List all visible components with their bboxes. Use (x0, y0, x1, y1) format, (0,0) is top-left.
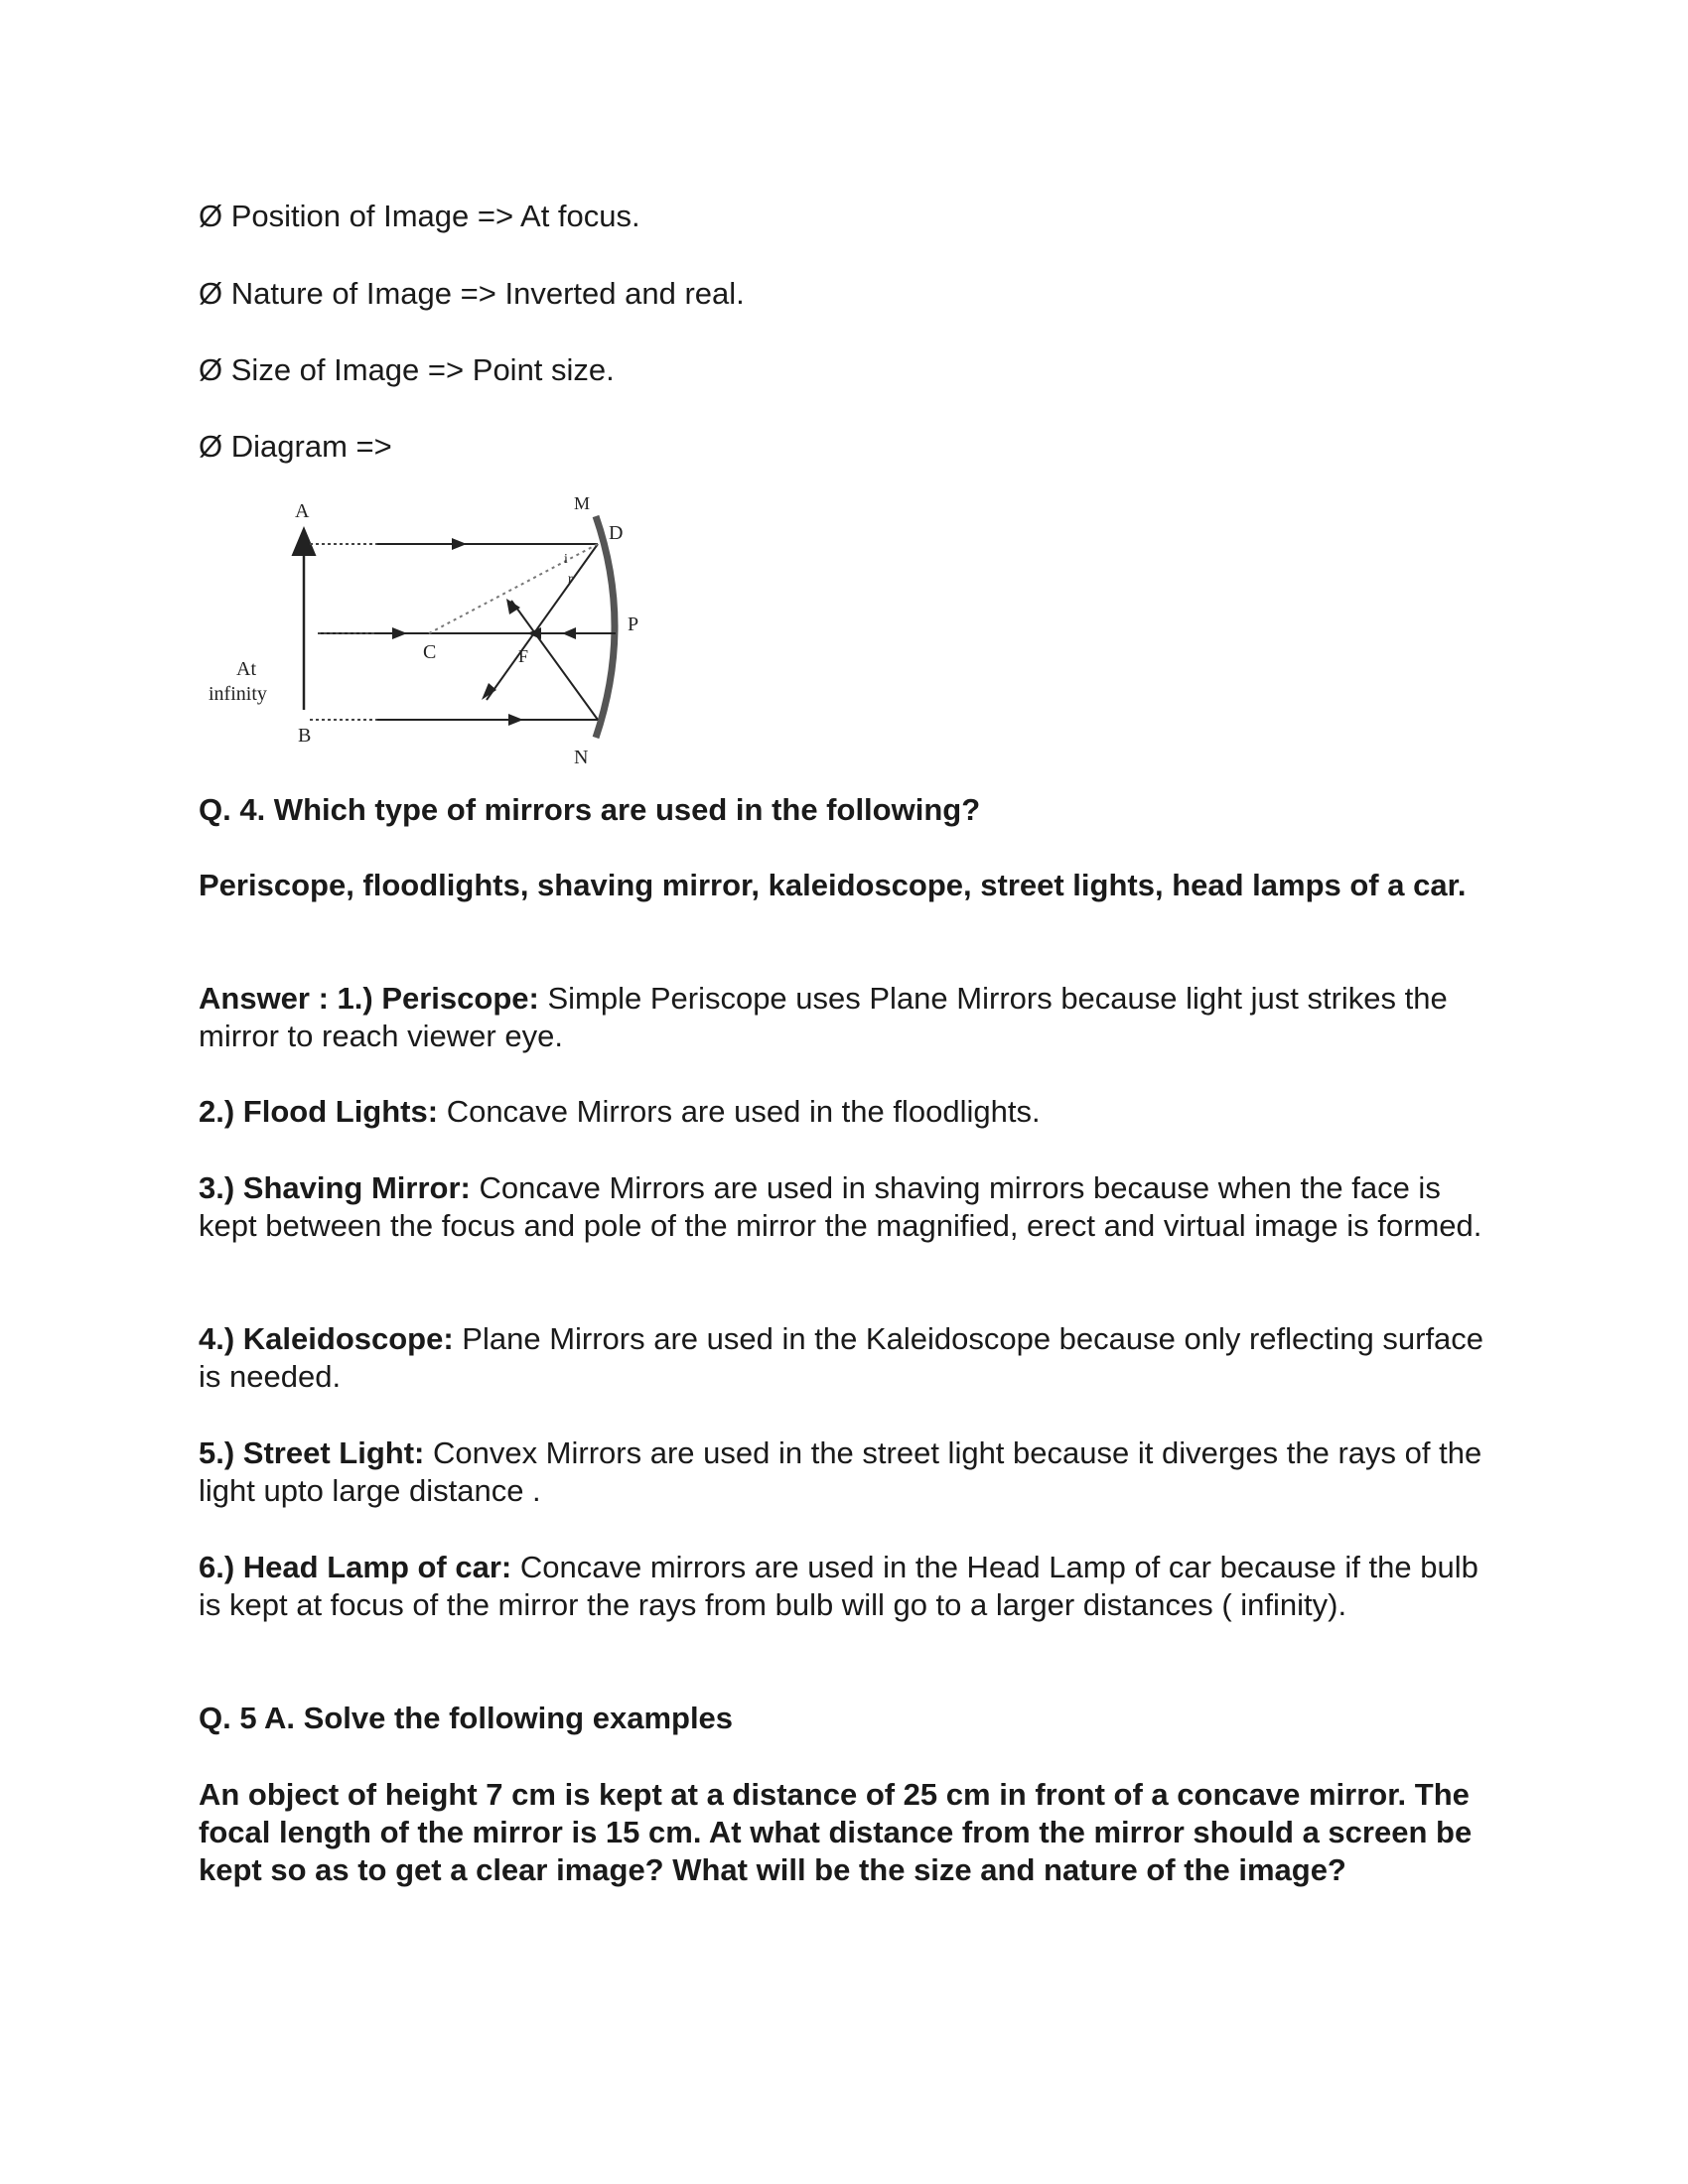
bullet-nature-of-image (199, 275, 745, 313)
answer-text: Plane Mirrors are used in the Kaleidoscope because only reflecting surface is needed. (199, 1321, 1484, 1394)
bullet-diagram (199, 428, 392, 466)
answer-text: Concave Mirrors are used in shaving mirrors because when the face is kept between the focus and pole of the mirror the magnified, erect and virtual image is formed. (199, 1170, 1482, 1243)
ray-mid-arrow (392, 627, 407, 639)
q4-title: Q. 4. Which type of mirrors are used in the following? (199, 792, 981, 827)
answer-head: 5.) Street Light: (199, 1435, 425, 1470)
bullet-arrow: => (355, 429, 392, 464)
ray-top-arrow (452, 538, 467, 550)
label-d: D (609, 522, 624, 544)
label-infinity: infinity (209, 683, 267, 705)
q4-answer-4 (199, 1320, 1489, 1396)
q4-answer-5 (199, 1434, 1489, 1510)
answer-head: 3.) Shaving Mirror: (199, 1170, 471, 1205)
bullet-arrow: => (460, 276, 496, 311)
bullet-symbol: Ø (199, 276, 223, 311)
bullet-label: Diagram (230, 429, 348, 464)
label-p: P (628, 614, 639, 635)
ray-diagram (199, 491, 655, 769)
q5-title: Q. 5 A. Solve the following examples (199, 1701, 734, 1735)
answer-text: Convex Mirrors are used in the street light because it diverges the rays of the light upto large distance . (199, 1435, 1482, 1508)
label-a: A (295, 500, 310, 522)
bullet-symbol: Ø (199, 199, 223, 233)
bullet-symbol: Ø (199, 352, 223, 387)
q5-question: An object of height 7 cm is kept at a distance of 25 cm in front of a concave mirror. The focal length of the mirror is 15 cm. At what distance from the mirror should a screen be kept so as to get a clear image? What will be the size and nature of the image? (199, 1777, 1473, 1887)
answer-text: Simple Periscope uses Plane Mirrors because light just strikes the mirror to reach viewer eye. (199, 981, 1448, 1053)
bullet-arrow: => (427, 352, 465, 387)
bullet-arrow: => (477, 199, 514, 233)
bullet-label: Position of Image (230, 199, 470, 233)
axis-arrow-mid (527, 627, 541, 639)
ray-bottom-arrow (508, 714, 523, 726)
bullet-value: Inverted and real. (504, 276, 745, 311)
q4-answer-6 (199, 1549, 1489, 1624)
answer-head: 1.) Periscope: (337, 981, 539, 1016)
q4-answer-1 (199, 980, 1489, 1055)
reflected-bottom-arrow (506, 599, 520, 614)
bullet-size-of-image (199, 351, 615, 389)
bullet-label: Nature of Image (230, 276, 453, 311)
q4-subtitle: Periscope, floodlights, shaving mirror, kaleidoscope, street lights, head lamps of a car. (199, 868, 1467, 902)
bullet-value: At focus. (520, 199, 640, 233)
answer-head: 6.) Head Lamp of car: (199, 1550, 512, 1584)
bullet-symbol: Ø (199, 429, 223, 464)
label-n: N (574, 747, 589, 768)
label-c: C (423, 641, 437, 663)
label-i: i (564, 552, 568, 567)
answer-head: 2.) Flood Lights: (199, 1094, 439, 1129)
label-b: B (298, 725, 312, 747)
answer-text: Concave Mirrors are used in the floodlights. (438, 1094, 1041, 1129)
normal-from-c (429, 544, 598, 633)
label-f: F (518, 646, 529, 666)
answer-text: Concave mirrors are used in the Head Lamp of car because if the bulb is kept at focus of the mirror the rays from bulb will go to a larger distances ( infinity). (199, 1550, 1478, 1622)
bullet-position-of-image (199, 198, 640, 235)
bullet-value: Point size. (472, 352, 615, 387)
reflected-top (487, 544, 598, 700)
label-m: M (574, 493, 591, 513)
axis-arrow-near-p (562, 627, 576, 639)
concave-mirror (596, 516, 615, 738)
answer-prefix: Answer : (199, 981, 338, 1016)
ray-diagram-svg (199, 491, 655, 769)
label-r: r (568, 572, 573, 587)
bullet-label: Size of Image (230, 352, 420, 387)
q4-answer-3 (199, 1169, 1489, 1245)
label-at: At (236, 658, 256, 680)
answer-head: 4.) Kaleidoscope: (199, 1321, 454, 1356)
q4-answer-2 (199, 1093, 1489, 1131)
